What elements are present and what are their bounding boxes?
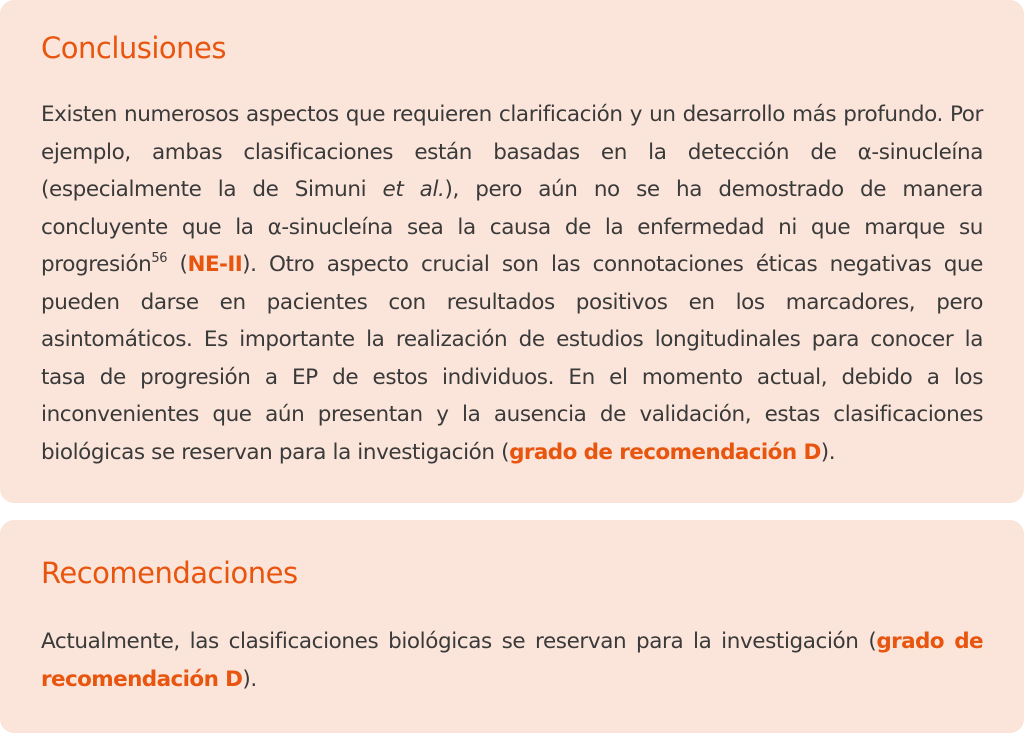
conclusions-heading: Conclusiones bbox=[41, 31, 226, 65]
reference-number: 56 bbox=[151, 251, 168, 266]
recommendations-box bbox=[0, 520, 1024, 733]
recommendations-paragraph bbox=[41, 623, 983, 698]
conclusions-text-5: ). bbox=[820, 439, 836, 465]
conclusions-text-1: Existen numerosos aspectos que requieren clarificación y un desarrollo más profundo. Por ejemplo, ambas clasificaciones están basadas en la detección de α-sinucleína (especialmente la de Simuni bbox=[41, 102, 983, 202]
recommendation-grade: grado de recomendación D bbox=[509, 439, 821, 465]
conclusions-paragraph bbox=[41, 96, 983, 471]
evidence-level: NE-II bbox=[187, 252, 243, 277]
recommendations-heading: Recomendaciones bbox=[41, 556, 298, 590]
conclusions-text-4: ). Otro aspecto crucial son las connotaciones éticas negativas que pueden darse en pacientes con resultados positivos en los marcadores, pero asintomáticos. Es importante la realización de estudios longitudinales para conocer la tasa de progresión a EP de estos individuos. En el momento actual, debido a los inconvenientes que aún presentan y la ausencia de validación, estas clasificaciones biológicas se reservan para la investigación ( bbox=[41, 252, 983, 465]
conclusions-italic: et al. bbox=[382, 177, 445, 202]
recommendations-text-2: ). bbox=[242, 666, 257, 692]
recommendation-grade: grado de recomendación D bbox=[41, 629, 983, 692]
conclusions-text-2: ), pero aún no se ha demostrado de manera concluyente que la α-sinucleína sea la causa de la enfermedad ni que marque su progresión bbox=[41, 177, 984, 277]
conclusions-text-3: ( bbox=[167, 252, 188, 277]
recommendations-text-1: Actualmente, las clasificaciones biológicas se reservan para la investigación ( bbox=[41, 629, 877, 654]
